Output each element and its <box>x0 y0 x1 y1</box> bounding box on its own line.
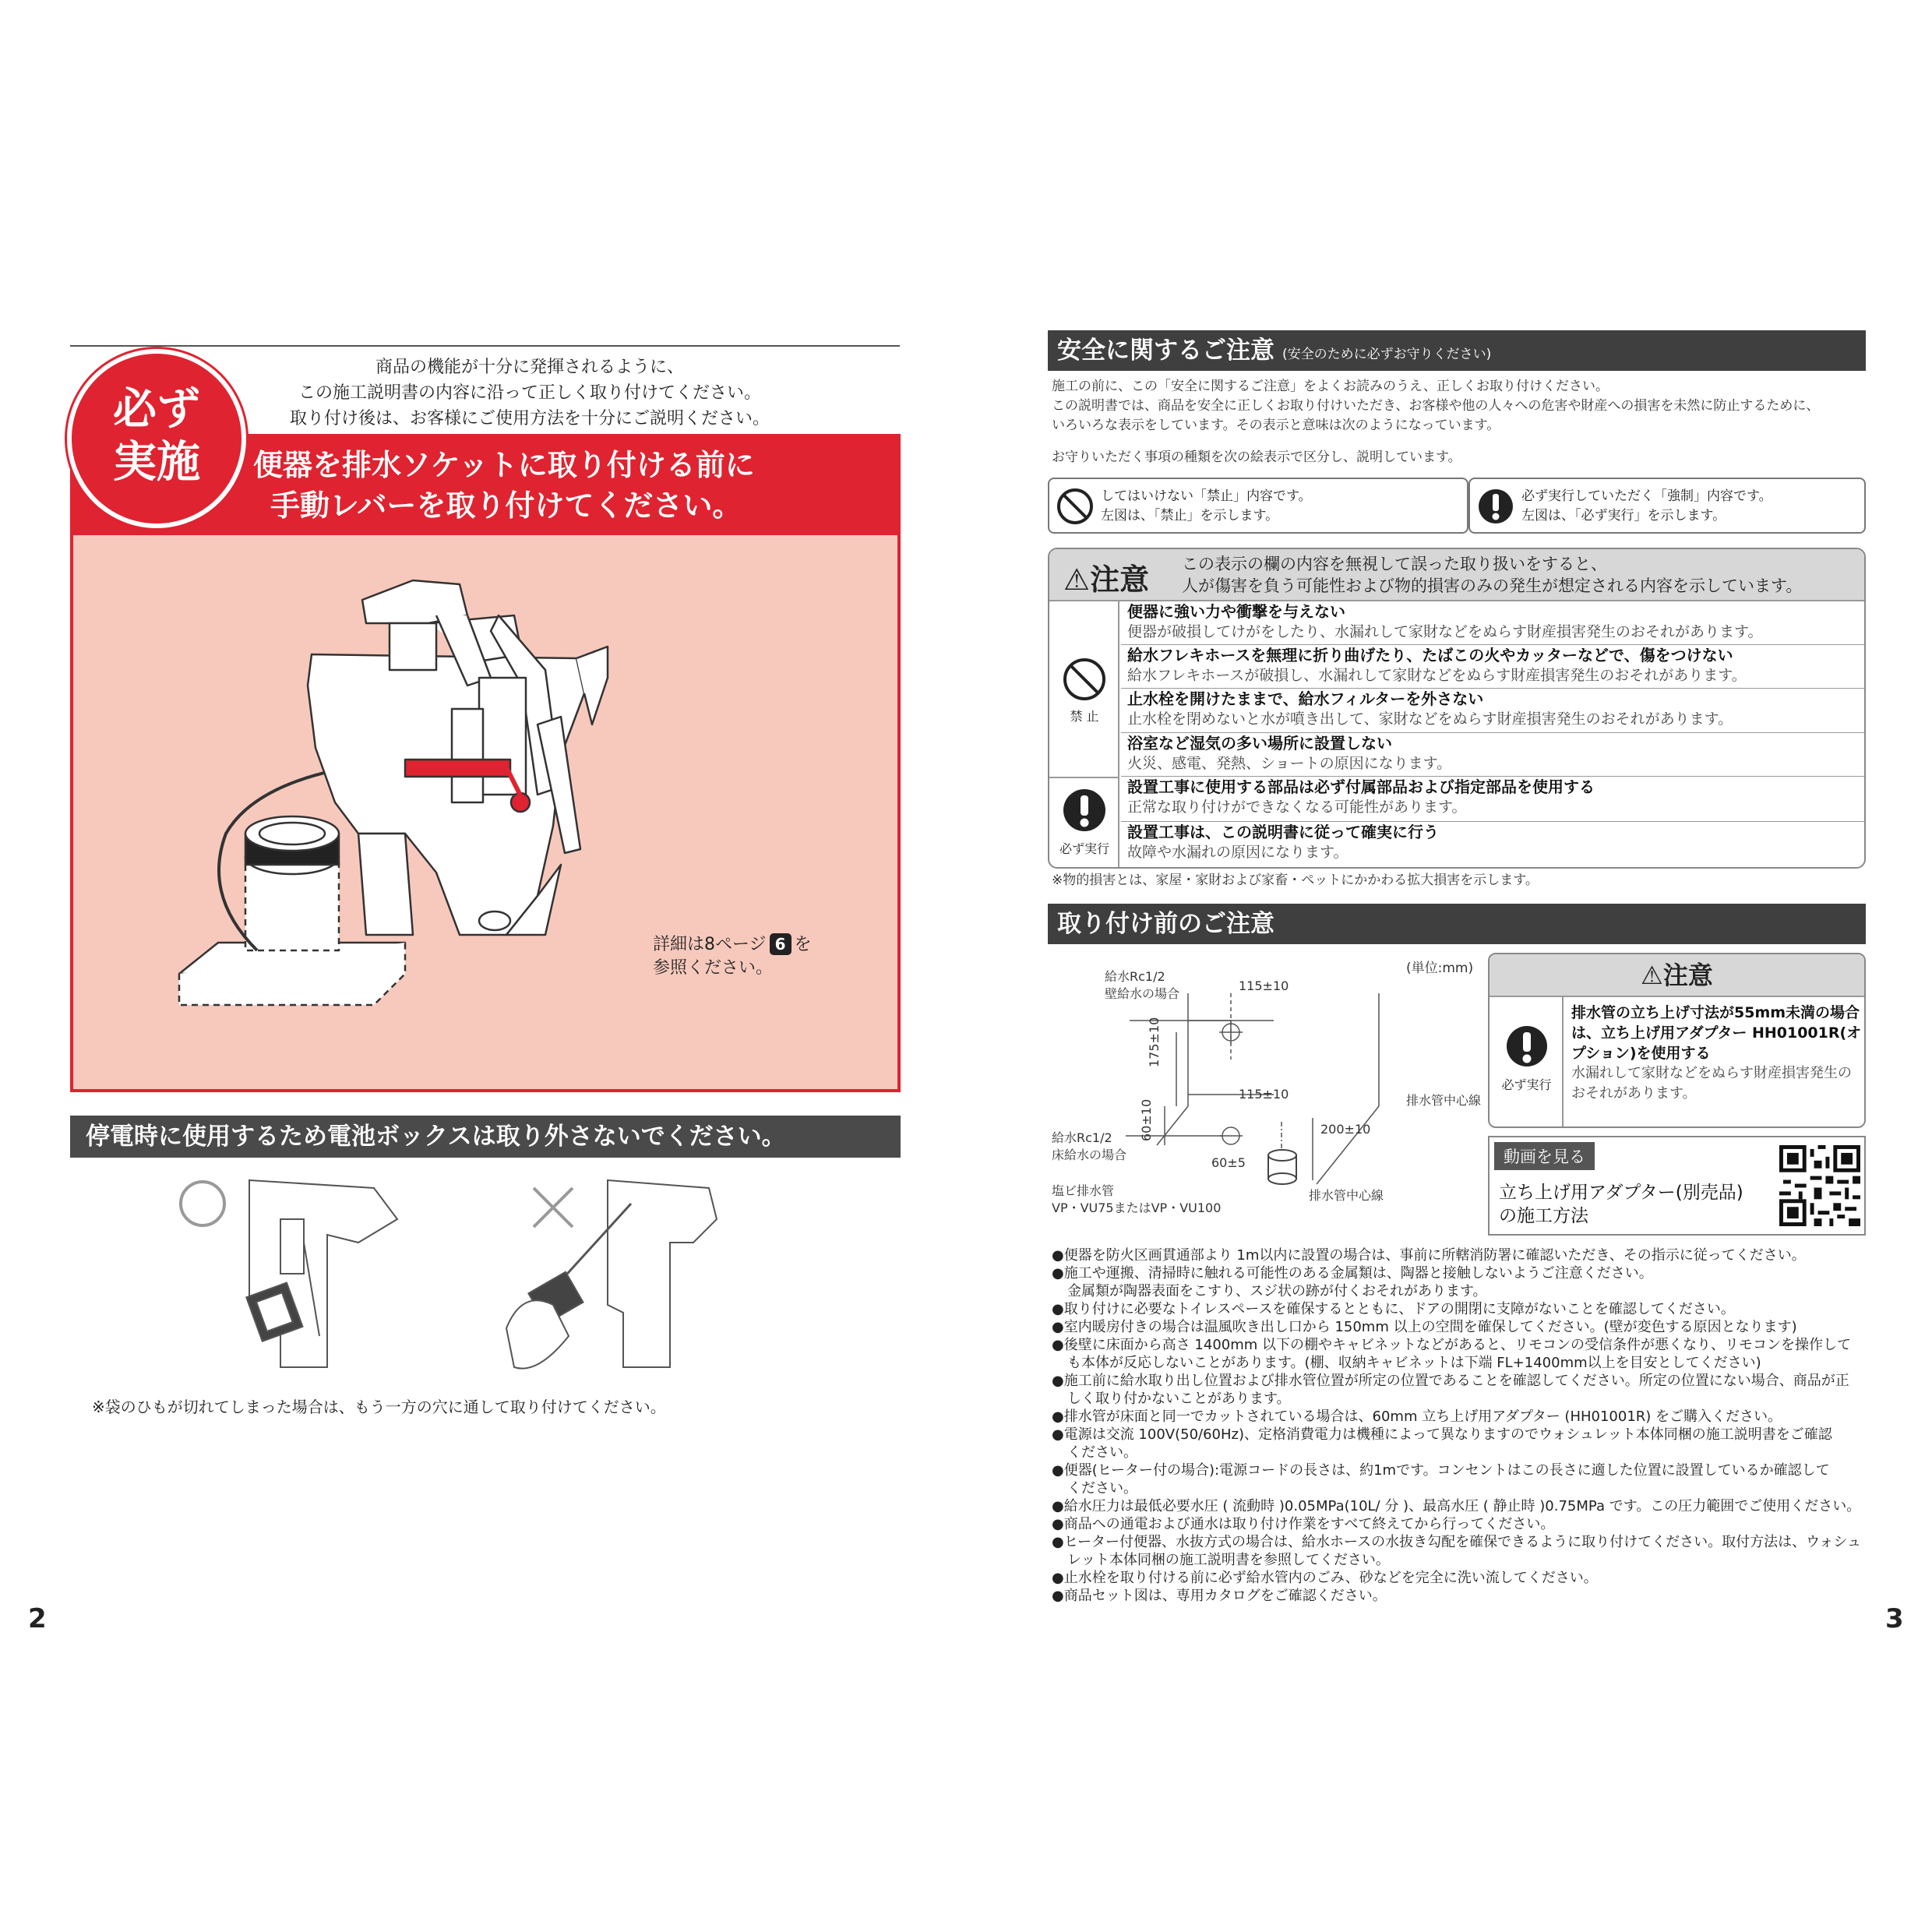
unit-label: (単位:mm) <box>1406 961 1474 976</box>
warning-title: ⚠注意 <box>1490 954 1864 997</box>
drain-center-label-1: 排水管中心線 <box>1406 1093 1482 1108</box>
battery-box-heading: 停電時に使用するため電池ボックスは取り外さないでください。 <box>70 1116 901 1158</box>
caution-icon-column <box>1049 601 1119 869</box>
page-number-right: 3 <box>1885 1603 1904 1634</box>
caution-row: 便器に強い力や衝撃を与えない 便器が破損してけがをしたり、水漏れして家財などをぬらす財産損害発生のおそれがあります。 <box>1121 601 1866 645</box>
caution-row: 設置工事は、この説明書に従って確実に行う 故障や水漏れの原因になります。 <box>1127 823 1439 861</box>
caution-row: 浴室など湿気の多い場所に設置しない 火災、感電、発熱、ショートの原因になります。 <box>1121 733 1866 777</box>
legend-intro: お守りいただく事項の種類を次の絵表示で区分し、説明しています。 <box>1052 450 1461 465</box>
pipe-label: 塩ビ排水管 VP・VU75またはVP・VU100 <box>1052 1183 1222 1215</box>
detail-reference-note: 詳細は8ページ 6 を 参照ください。 <box>653 935 812 978</box>
top-rule <box>70 345 900 347</box>
string-footnote: ※袋のひもが切れてしまった場合は、もう一方の穴に通して取り付けてください。 <box>92 1398 666 1416</box>
warning-triangle-icon: ⚠ <box>1641 961 1663 990</box>
wall-supply-label: 給水Rc1/2 壁給水の場合 <box>1105 969 1180 1001</box>
prohibit-legend: してはいけない「禁止」内容です。 左図は、「禁止」を示します。 <box>1048 478 1468 534</box>
ng-icon <box>534 1188 573 1227</box>
mandatory-badge: 必ず 実施 <box>67 349 246 528</box>
warning-triangle-icon: ⚠ <box>1063 562 1091 597</box>
video-tag: 動画を見る <box>1494 1142 1595 1170</box>
mandatory-heading: 便器を排水ソケットに取り付ける前に 手動レバーを取り付けてください。 <box>253 448 755 523</box>
qr-code-icon[interactable] <box>1779 1145 1860 1226</box>
caution-row: 設置工事に使用する部品は必ず付属部品および指定部品を使用する 正常な取り付けができなくなる可能性があります。 <box>1121 777 1866 822</box>
mandatory-icon <box>1476 487 1515 526</box>
safety-intro: 施工の前に、この「安全に関するご注意」をよくお読みのうえ、正しくお取り付けください。 この説明書では、商品を安全に正しくお取り付けいただき、お客様や他の人々への危害や財産への損害を未然に防止するために、 いろいろな表示をしています。その表示と意味は次のようになっています。 <box>1052 379 1820 433</box>
pre-install-section-header: 取り付け前のご注意 <box>1048 904 1866 944</box>
battery-box-illustration <box>164 1172 724 1375</box>
dim-115-a: 115±10 <box>1239 978 1289 993</box>
dim-200: 200±10 <box>1320 1122 1371 1137</box>
video-title: 立ち上げ用アダプター(別売品) の施工方法 <box>1499 1183 1743 1226</box>
prohibit-label: 禁 止 <box>1070 709 1099 724</box>
adapter-warning-box: ⚠注意 必ず実行 排水管の立ち上げ寸法が55mm未満の場合は、立ち上げ用アダプター HH01001R(オプション)を使用する 水漏れして家財などをぬらす財産損害発生のおそれがあります。 <box>1488 953 1866 1128</box>
caution-title: ⚠注意 <box>1063 562 1150 597</box>
safety-section-header: 安全に関するご注意 (安全のために必ずお守りください) <box>1048 330 1866 371</box>
ok-icon <box>181 1182 224 1225</box>
dim-115-b: 115±10 <box>1239 1087 1289 1102</box>
caution-table-header: ⚠注意 この表示の欄の内容を無視して誤った取り扱いをすると、 人が傷害を負う可能性および物的損害のみの発生が想定される内容を示しています。 <box>1049 549 1864 601</box>
pre-install-notes: ●便器を防火区画貫通部より 1m以内に設置の場合は、事前に所轄消防署に確認いただき、その指示に従ってください。 ●施工や運搬、清掃時に触れる可能性のある金属類は、陶器と接触しないようご注意ください。 金属類が陶器表面をこすり、スジ状の跡が付くおそれがあります。 ●取り付けに必要なトイレスペースを確保するとともに、ドアの開閉に支障がないことを確認してください。 ●室内暖房付きの場合は温風吹き出し口から 150mm 以上の空間を確保してください。(壁が変色する原因となります) ●後壁に床面から高さ 1400mm 以下の棚やキャビネットなどがあると、リモコンの受信条件が悪くなり、リモコンを操作して も本体が反応しないことがあります。(棚、収納キャビネットは下端 FL+1400mm以上を目安としてください) ●施工前に給水取り出し位置および排水管位置が所定の位置であることを確認してください。所定の位置にない場合、商品が正 しく取り付かないことがあります。 ●排水管が床面と同一でカットされている場合は、60mm 立ち上げ用アダプター (HH01001R) をご購入ください。 ●電源は交流 100V(50/60Hz)、定格消費電力は機種によって異なりますのでウォシュレット本体同梱の施工説明書をご確認 ください。 ●便器(ヒーター付の場合):電源コードの長さは、約1mです。コンセントはこの長さに適した位置に設置しているか確認して ください。 ●給水圧力は最低必要水圧 ( 流動時 )0.05MPa(10L/ 分 )、最高水圧 ( 静止時 )0.75MPa です。この圧力範囲でご使用ください。 ●商品への通電および通水は取り付け作業をすべて終えてから行ってください。 ●ヒーター付便器、水抜方式の場合は、給水ホースの水抜き勾配を確保できるように取り付けてください。取付方法は、ウォシュ レット本体同梱の施工説明書を参照してください。 ●止水栓を取り付ける前に必ず給水管内のごみ、砂などを完全に洗い流してください。 ●商品セット図は、専用カタログをご確認ください。 <box>1052 1247 1861 1604</box>
mandatory-label: 必ず実行 <box>1501 1077 1552 1092</box>
floor-supply-label: 給水Rc1/2 床給水の場合 <box>1052 1130 1127 1162</box>
toilet-lever-illustration <box>171 569 701 1036</box>
mandatory-icon <box>1505 1024 1549 1068</box>
caution-table <box>1048 548 1866 869</box>
mandatory-legend: 必ず実行していただく「強制」内容です。 左図は、「必ず実行」を示します。 <box>1468 478 1866 534</box>
video-link-box[interactable] <box>1488 1136 1866 1236</box>
dim-60-b: 60±5 <box>1211 1155 1246 1170</box>
intro-text: 商品の機能が十分に発揮されるように、 この施工説明書の内容に沿って正しく取り付けてください。 取り付け後は、お客様にご使用方法を十分にご説明ください。 <box>289 358 770 428</box>
prohibit-icon <box>1061 656 1108 703</box>
caution-row: 止水栓を開けたままで、給水フィルターを外さない 止水栓を閉めないと水が噴き出して、家財などをぬらす財産損害発生のおそれがあります。 <box>1121 689 1866 733</box>
drain-center-label-2: 排水管中心線 <box>1309 1188 1384 1203</box>
dim-60-a: 60±10 <box>1139 1098 1154 1141</box>
prohibit-icon <box>1056 487 1095 526</box>
damage-footnote: ※物的損害とは、家屋・家財および家畜・ペットにかかわる拡大損害を示します。 <box>1052 873 1539 888</box>
page-ref-number: 6 <box>770 933 791 955</box>
mandatory-icon <box>1061 787 1108 834</box>
dim-175: 175±10 <box>1147 1017 1162 1067</box>
caution-row: 給水フレキホースを無理に折り曲げたり、たばこの火やカッターなどで、傷をつけない 給水フレキホースが破損し、水漏れして家財などをぬらす財産損害発生のおそれがあります。 <box>1121 645 1866 689</box>
mandatory-label: 必ず実行 <box>1059 841 1109 856</box>
page-number-left: 2 <box>28 1603 47 1634</box>
